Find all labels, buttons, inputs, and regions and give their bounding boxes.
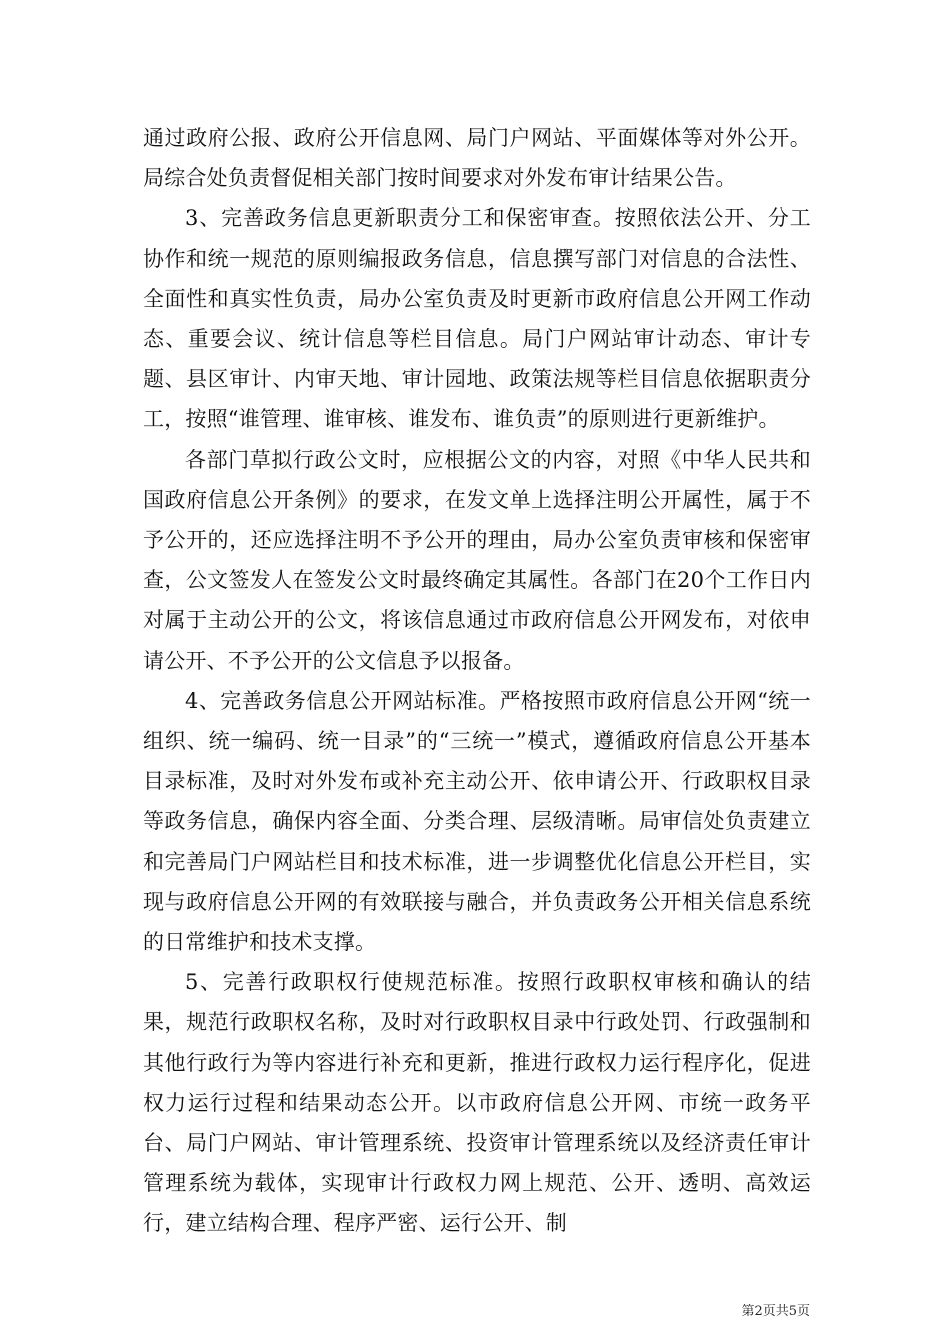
paragraph-3: 各部门草拟行政公文时，应根据公文的内容，对照《中华人民共和国政府信息公开条例》的要求，在发文单上选择注明公开属性，属于不予公开的，还应选择注明不予公开的理由，局办公室负责审核和保密审查，公文签发人在签发公文时最终确定其属性。各部门在20个工作日内对属于主动公开的公文，将该信息通过市政府信息公开网发布，对依申请公开、不予公开的公文信息予以报备。 [143, 447, 811, 673]
paragraph-1: 通过政府公报、政府公开信息网、局门户网站、平面媒体等对外公开。局综合处负责督促相关部门按时间要求对外发布审计结果公告。 [143, 126, 811, 191]
paragraph-5: 5、完善行政职权行使规范标准。按照行政职权审核和确认的结果，规范行政职权名称，及时对行政职权目录中行政处罚、行政强制和其他行政行为等内容进行补充和更新，推进行政权力运行程序化，促进权力运行过程和结果动态公开。以市政府信息公开网、市统一政务平台、局门户网站、审计管理系统、投资审计管理系统以及经济责任审计管理系统为载体，实现审计行政权力网上规范、公开、透明、高效运行，建立结构合理、程序严密、运行公开、制 [143, 970, 811, 1236]
body-text [143, 118, 811, 1244]
paragraph-4: 4、完善政务信息公开网站标准。严格按照市政府信息公开网“统一组织、统一编码、统一目录”的“三统一”模式，遵循政府信息公开基本目录标准，及时对外发布或补充主动公开、依申请公开、行政职权目录等政务信息，确保内容全面、分类合理、层级清晰。局审信处负责建立和完善局门户网站栏目和技术标准，进一步调整优化信息公开栏目，实现与政府信息公开网的有效联接与融合，并负责政务公开相关信息系统的日常维护和技术支撑。 [143, 688, 811, 955]
page-number-footer: 第2页共5页 [741, 1304, 810, 1319]
paragraph-2: 3、完善政务信息更新职责分工和保密审查。按照依法公开、分工协作和统一规范的原则编报政务信息，信息撰写部门对信息的合法性、全面性和真实性负责，局办公室负责及时更新市政府信息公开网工作动态、重要会议、统计信息等栏目信息。局门户网站审计动态、审计专题、县区审计、内审天地、审计园地、政策法规等栏目信息依据职责分工，按照“谁管理、谁审核、谁发布、谁负责”的原则进行更新维护。 [143, 206, 811, 432]
